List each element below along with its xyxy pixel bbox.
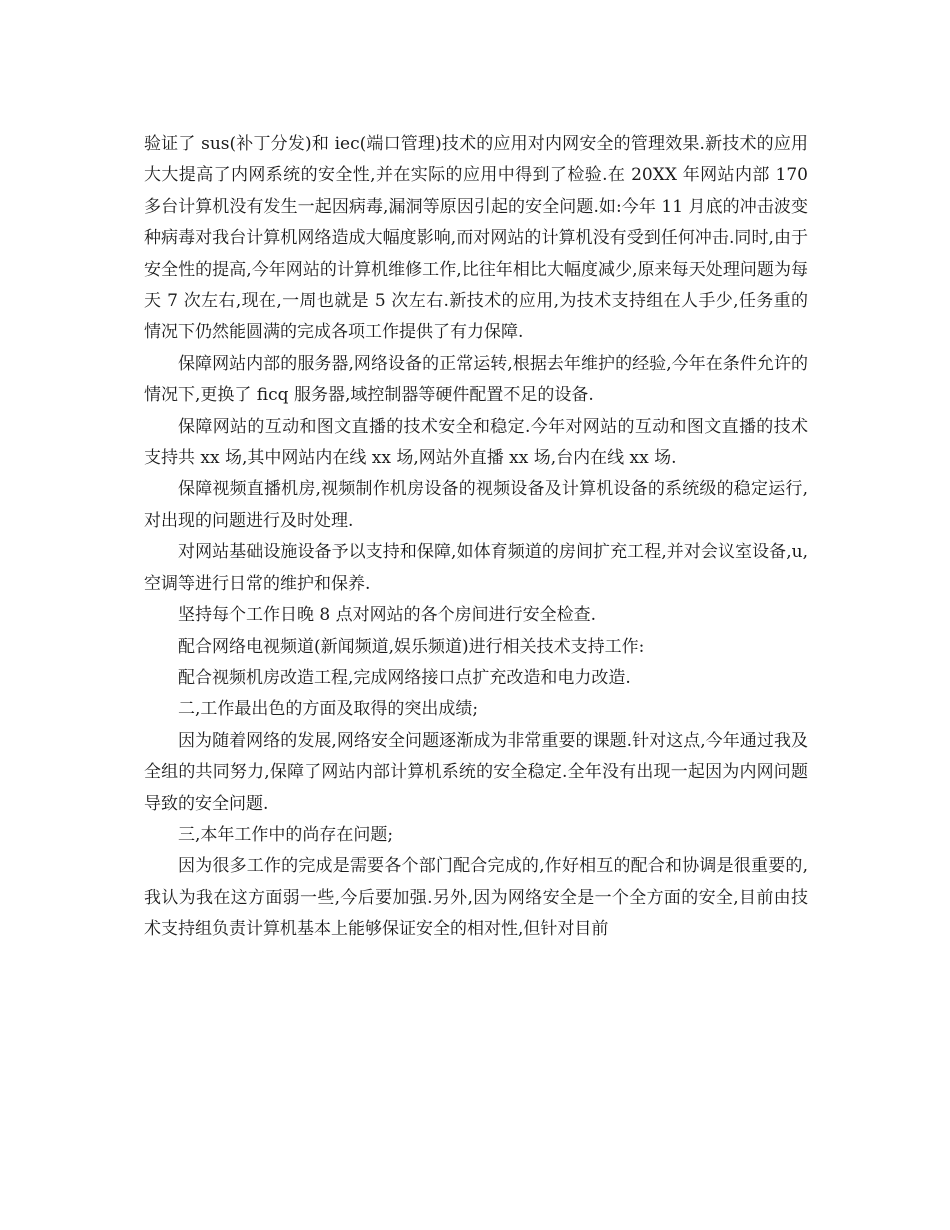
paragraph-video-room-operation: 保障视频直播机房,视频制作机房设备的视频设备及计算机设备的系统级的稳定运行,对出现的问题进行及时处理. [144,479,808,531]
document-body [144,129,808,946]
paragraph-room-renovation: 配合视频机房改造工程,完成网络接口点扩充改造和电力改造. [178,667,631,688]
section-heading-achievements: 二,工作最出色的方面及取得的突出成绩; [178,699,479,720]
paragraph-new-tech-results: 验证了 sus(补丁分发)和 iec(端口管理)技术的应用对内网安全的管理效果.新技术的应用大大提高了内网系统的安全性,并在实际的应用中得到了检验.在 20XX 年网站内部 170 多台计算机没有发生一起因病毒,漏洞等原因引起的安全问题.如:今年 11 月底的冲击波变种病毒对我台计算机网络造成大幅度影响,而对网站的计算机没有受到任何冲击.同时,由于安全性的提高,今年网站的计算机维修工作,比往年相比大幅度减少,原来每天处理问题为每天 7 次左右,现在,一周也就是 5 次左右.新技术的应用,为技术支持组在人手少,任务重的情况下仍然能圆满的完成各项工作提供了有力保障. [144,134,808,343]
section-heading-problems: 三,本年工作中的尚存在问题; [178,824,394,845]
paragraph-safety-inspection: 坚持每个工作日晚 8 点对网站的各个房间进行安全检查. [178,605,597,626]
paragraph-infrastructure-support: 对网站基础设施设备予以支持和保障,如体育频道的房间扩充工程,并对会议室设备,u,空调等进行日常的维护和保养. [144,542,808,594]
paragraph-coordination-issues: 因为很多工作的完成是需要各个部门配合完成的,作好相互的配合和协调是很重要的,我认为我在这方面弱一些,今后要加强.另外,因为网络安全是一个全方面的安全,目前由技术支持组负责计算机基本上能够保证安全的相对性,但针对目前 [144,856,808,940]
paragraph-channel-support: 配合网络电视频道(新闻频道,娱乐频道)进行相关技术支持工作: [178,636,645,657]
paragraph-live-broadcast-support: 保障网站的互动和图文直播的技术安全和稳定.今年对网站的互动和图文直播的技术支持共 xx 场,其中网站内在线 xx 场,网站外直播 xx 场,台内在线 xx 场. [144,416,808,469]
paragraph-network-security: 因为随着网络的发展,网络安全问题逐渐成为非常重要的课题.针对这点,今年通过我及全组的共同努力,保障了网站内部计算机系统的安全稳定.全年没有出现一起因为内网问题导致的安全问题. [144,730,808,814]
paragraph-server-maintenance: 保障网站内部的服务器,网络设备的正常运转,根据去年维护的经验,今年在条件允许的情况下,更换了 ficq 服务器,域控制器等硬件配置不足的设备. [144,353,808,406]
